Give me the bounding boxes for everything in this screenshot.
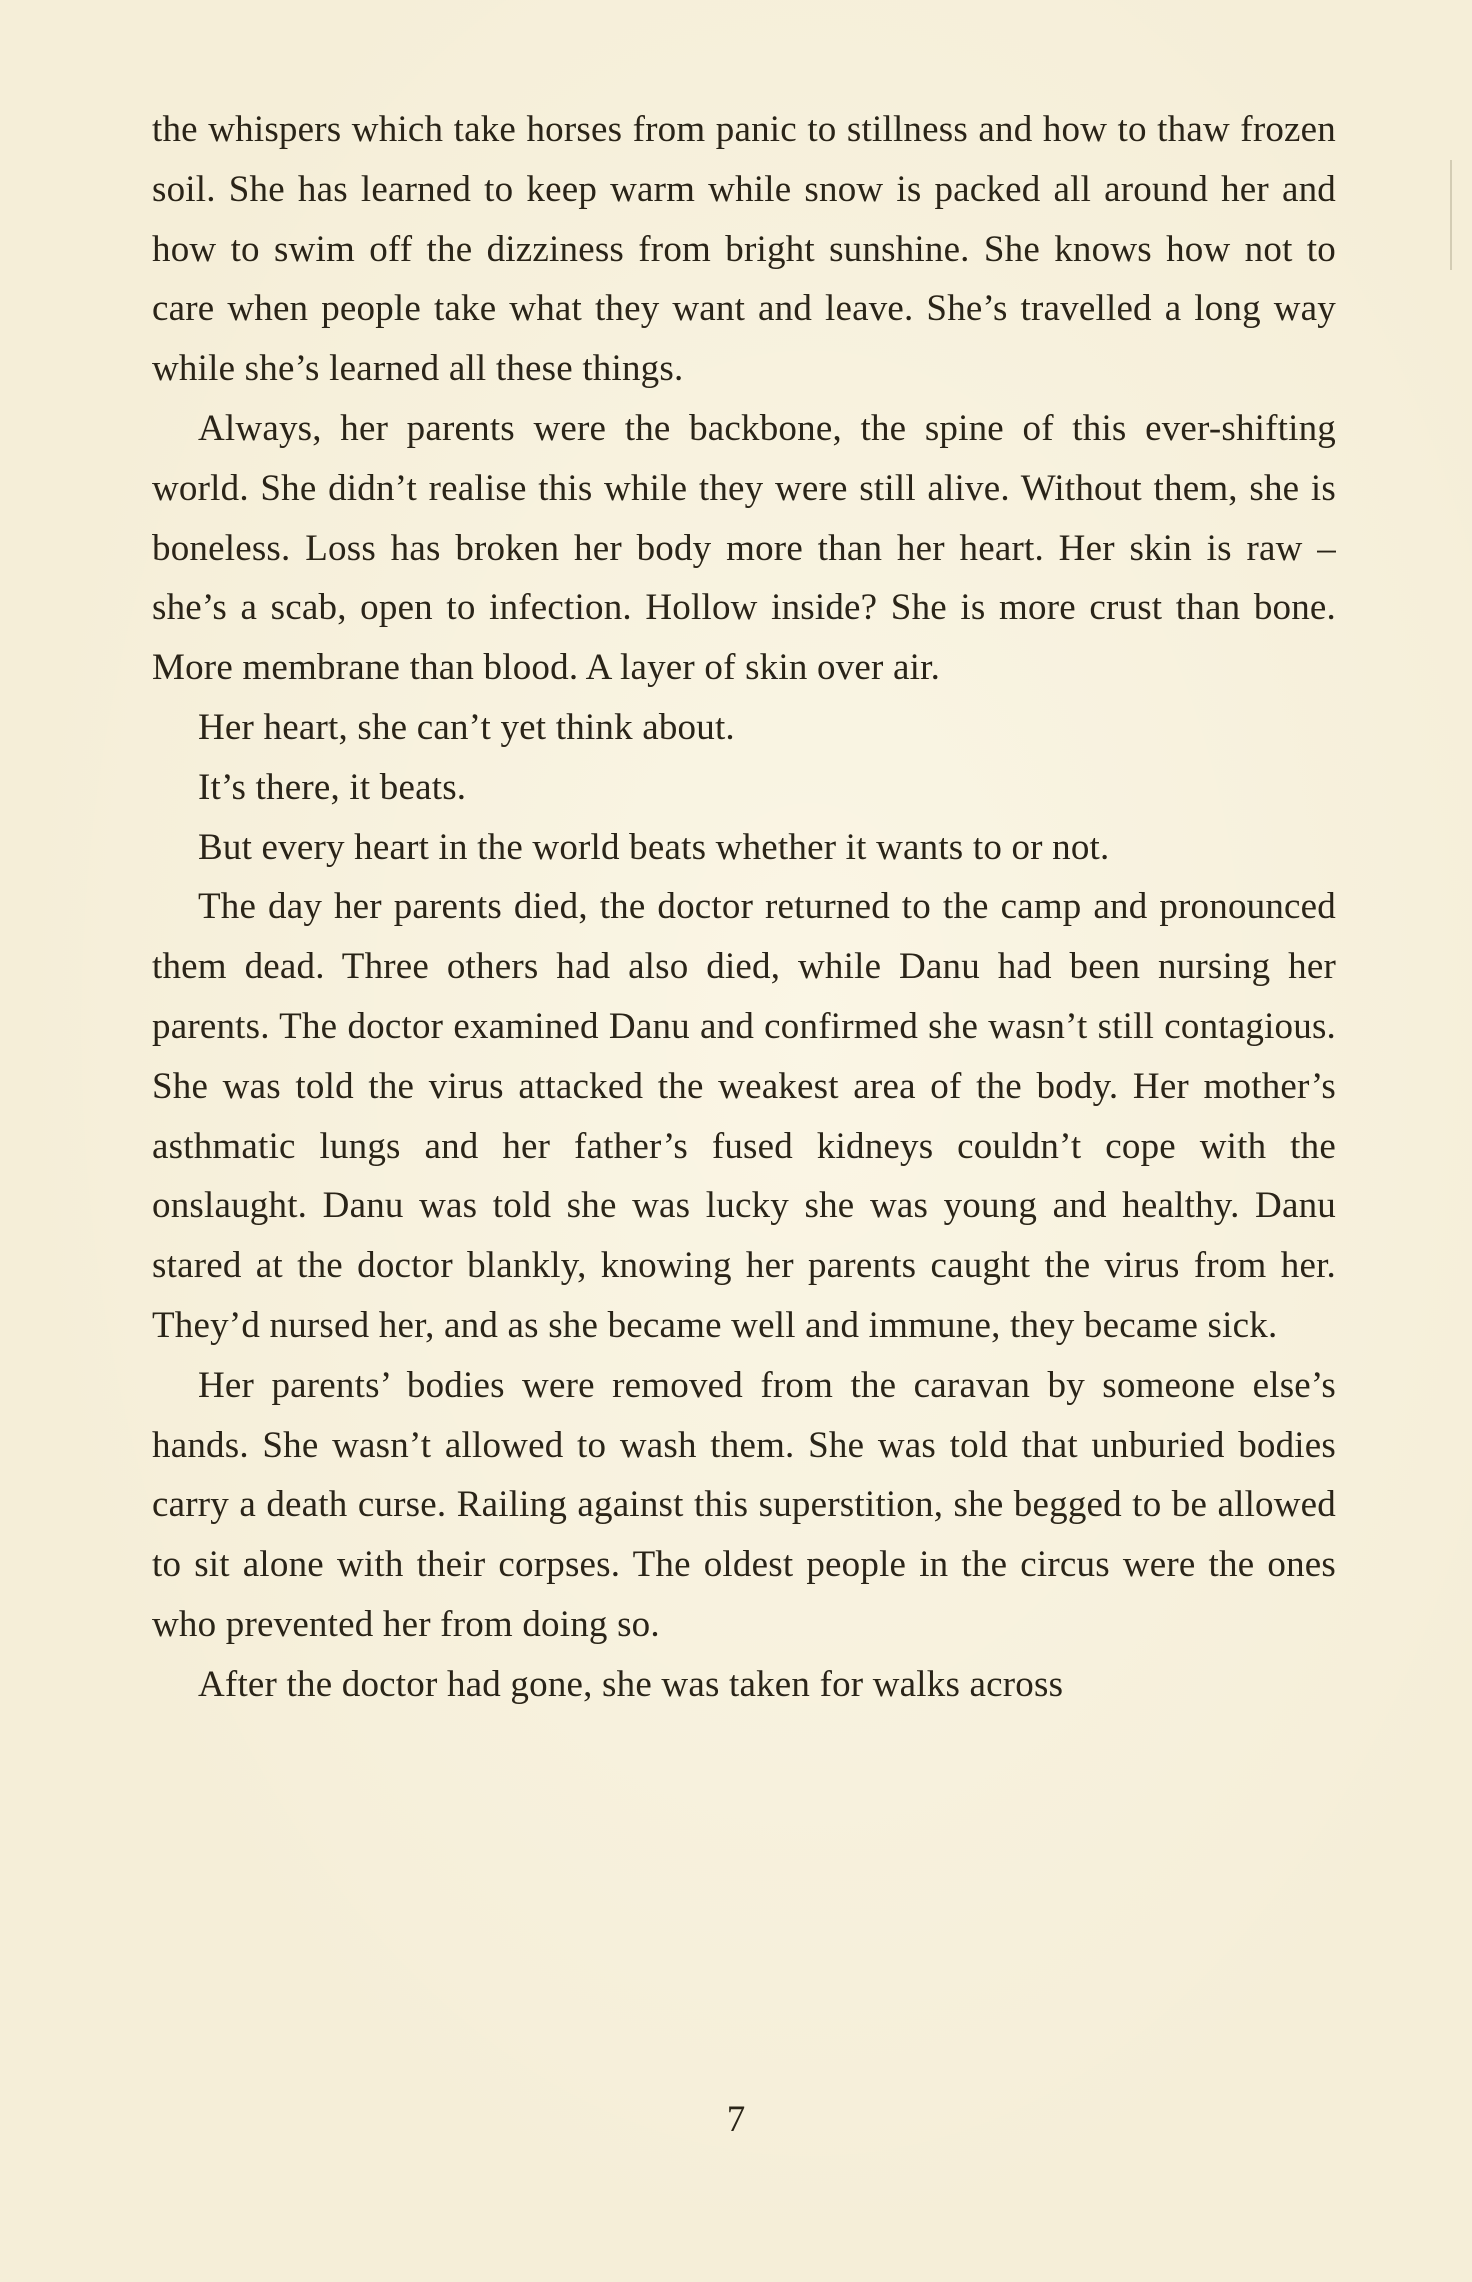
paragraph-6: The day her parents died, the doctor returned to the camp and pronounced them dead. Three others had also died, while Danu had been nursing her parents. The doctor examined Danu and confirmed she wasn’t still contagious. She was told the virus attacked the weakest area of the body. Her mother’s asthmatic lungs and her father’s fused kidneys couldn’t cope with the onslaught. Danu was told she was lucky she was young and healthy. Danu stared at the doctor blankly, knowing her parents caught the virus from her. They’d nursed her, and as she became well and immune, they became sick.: [152, 886, 1336, 1346]
page-edge-mark: [1450, 160, 1452, 270]
paragraph-2: Always, her parents were the backbone, the spine of this ever-shifting world. She didn’t realise this while they were still alive. Without them, she is boneless. Loss has broken her body more than her heart. Her skin is raw – she’s a scab, open to infection. Hollow inside? She is more crust than bone. More membrane than blood. A layer of skin over air.: [152, 407, 1336, 689]
paragraph-4: It’s there, it beats.: [198, 766, 467, 808]
paragraph-7: Her parents’ bodies were removed from the caravan by someone else’s hands. She wasn’t allowed to wash them. She was told that unburied bodies carry a death curse. Railing against this superstition, she begged to be allowed to sit alone with their corpses. The oldest people in the circus were the ones who prevented her from doing so.: [152, 1364, 1336, 1645]
page-number: 7: [726, 2099, 746, 2140]
paragraph-1: the whispers which take horses from panic to stillness and how to thaw frozen soil. She has learned to keep warm while snow is packed all around her and how to swim off the dizziness from bright sunshine. She knows how not to care when people take what they want and leave. She’s travelled a long way while she’s learned all these things.: [152, 109, 1336, 390]
body-text: [152, 100, 1336, 1715]
paragraph-5: But every heart in the world beats whether it wants to or not.: [198, 826, 1110, 868]
paragraph-3: Her heart, she can’t yet think about.: [198, 706, 735, 748]
paragraph-8: After the doctor had gone, she was taken for walks across: [198, 1663, 1064, 1705]
